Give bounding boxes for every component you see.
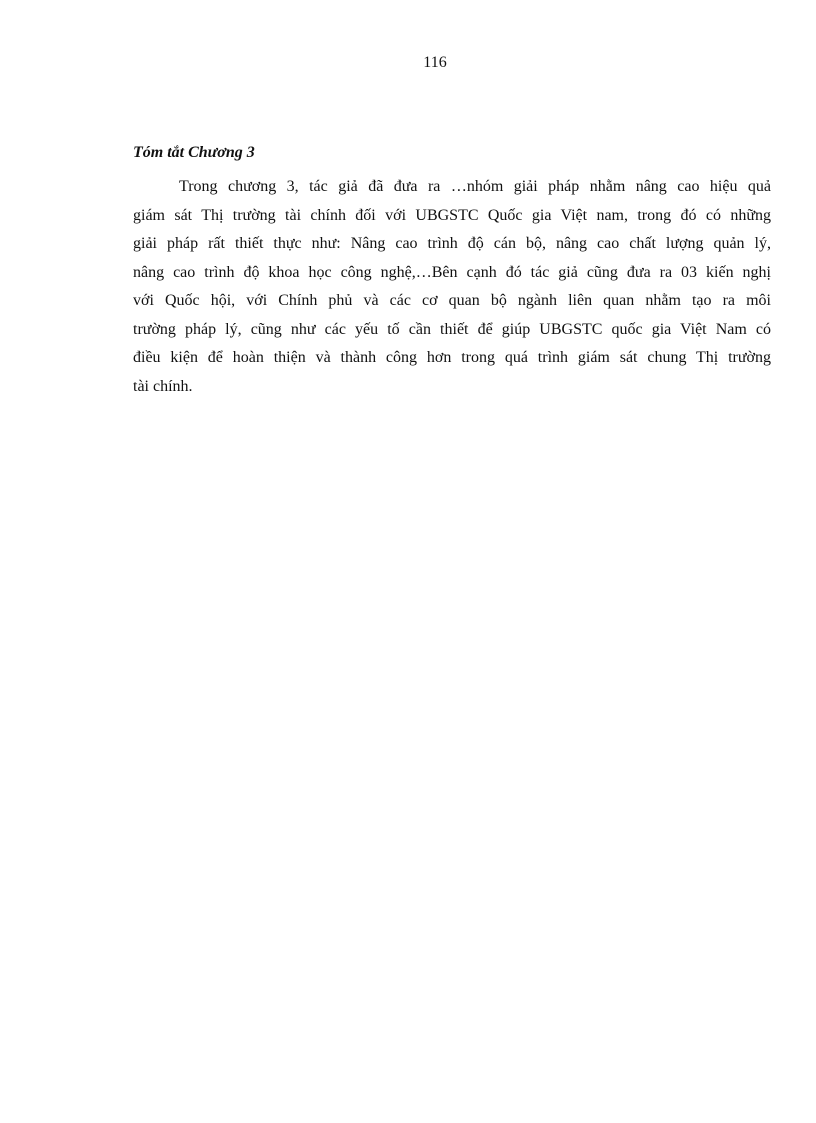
- paragraph-line: giải pháp rất thiết thực như: Nâng cao trình độ cán bộ, nâng cao chất lượng quản lý,: [133, 235, 771, 252]
- paragraph-line: tài chính.: [133, 377, 193, 395]
- page-number: 116: [423, 54, 447, 71]
- paragraph-line: giám sát Thị trường tài chính đối với UBGSTC Quốc gia Việt nam, trong đó có những: [133, 206, 771, 224]
- paragraph-line: nâng cao trình độ khoa học công nghệ,…Bên cạnh đó tác giả cũng đưa ra 03 kiến nghị: [133, 263, 771, 281]
- paragraph-line: điều kiện để hoàn thiện và thành công hơn trong quá trình giám sát chung Thị trường: [133, 349, 771, 366]
- chapter-summary: [133, 143, 771, 401]
- paragraph-line: trường pháp lý, cũng như các yếu tố cần thiết để giúp UBGSTC quốc gia Việt Nam có: [133, 320, 771, 338]
- summary-paragraph: [133, 173, 771, 401]
- section-title: Tóm tắt Chương 3: [133, 144, 255, 161]
- paragraph-line: với Quốc hội, với Chính phủ và các cơ quan bộ ngành liên quan nhằm tạo ra môi: [133, 292, 771, 309]
- paragraph-line: Trong chương 3, tác giả đã đưa ra …nhóm giải pháp nhằm nâng cao hiệu quả: [179, 178, 771, 195]
